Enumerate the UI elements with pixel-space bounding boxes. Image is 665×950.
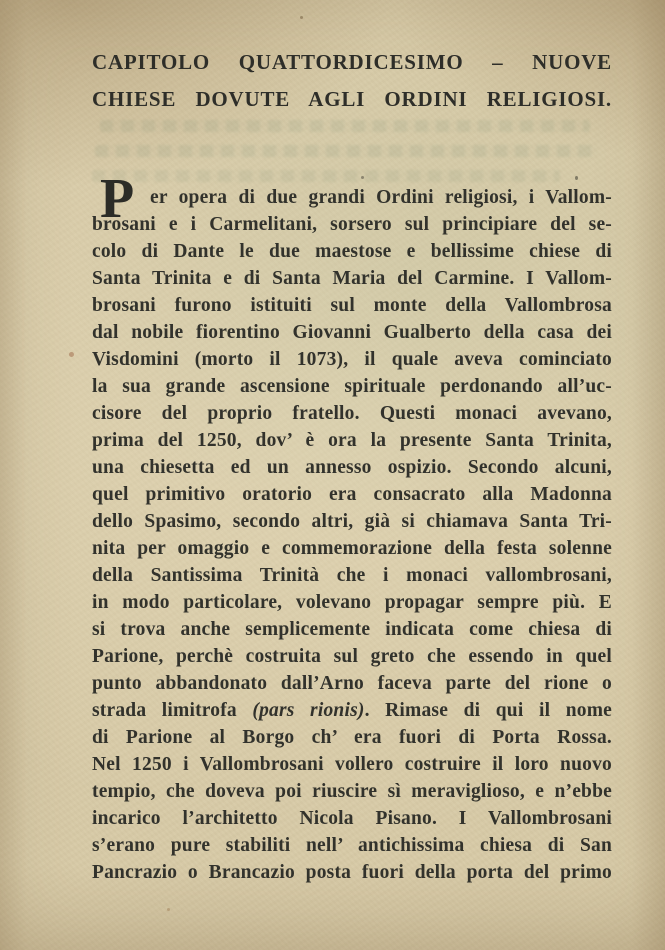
ink-speck (300, 16, 303, 19)
body-line-text: strada limitrofa (92, 700, 253, 721)
body-line: in modo particolare, volevano propagar sempre più. E (92, 592, 612, 613)
body-line: la sua grande ascensione spirituale perdonando all’uc- (92, 376, 612, 397)
chapter-heading-line-1: CAPITOLO QUATTORDICESIMO – NUOVE (92, 50, 612, 74)
body-line: si trova anche semplicemente indicata come chiesa di (92, 619, 612, 640)
body-line: Nel 1250 i Vallombrosani vollero costruire il loro nuovo (92, 754, 612, 775)
body-line: della Santissima Trinità che i monaci vallombrosani, (92, 565, 612, 586)
body-line: colo di Dante le due maestose e bellissime chiese di (92, 241, 612, 262)
body-line: s’erano pure stabiliti nell’ antichissima chiesa di San (92, 835, 612, 856)
body-line-text: er opera di due grandi Ordini religiosi, i Vallom- (150, 187, 612, 208)
body-line: dello Spasimo, secondo altri, già si chiamava Santa Tri- (92, 511, 612, 532)
chapter-heading (92, 44, 612, 118)
body-line: cisore del proprio fratello. Questi monaci avevano, (92, 403, 612, 424)
body-line: quel primitivo oratorio era consacrato alla Madonna (92, 484, 612, 505)
body-line: Parione, perchè costruita sul greto che essendo in quel (92, 646, 612, 667)
body-line: Visdomini (morto il 1073), il quale aveva cominciato (92, 349, 612, 370)
bleedthrough-line (95, 145, 597, 157)
body-line: una chiesetta ed un annesso ospizio. Secondo alcuni, (92, 457, 612, 478)
ink-speck (575, 176, 578, 180)
ink-speck (167, 908, 170, 911)
body-line: di Parione al Borgo ch’ era fuori di Porta Rossa. (92, 727, 612, 748)
latin-phrase-italic: (pars rionis) (252, 700, 365, 721)
body-line: nita per omaggio e commemorazione della festa solenne (92, 538, 612, 559)
body-line: Santa Trinita e di Santa Maria del Carmine. I Vallom- (92, 268, 612, 289)
body-line: brosani e i Carmelitani, sorsero sul principiare del se- (92, 214, 612, 235)
ink-speck (361, 176, 364, 179)
body-line: tempio, che doveva poi riuscire sì meraviglioso, e n’ebbe (92, 781, 612, 802)
bleedthrough-line (100, 120, 590, 132)
body-line: Pancrazio o Brancazio posta fuori della porta del primo (92, 862, 612, 883)
body-line-with-italic (92, 697, 612, 724)
dropcap-initial: P (100, 168, 135, 230)
body-line: punto abbandonato dall’Arno faceva parte del rione o (92, 673, 612, 694)
body-line: brosani furono istituiti sul monte della Vallombrosa (92, 295, 612, 316)
body-line-text: . Rimase di qui il nome (364, 700, 612, 721)
body-line: dal nobile fiorentino Giovanni Gualberto della casa dei (92, 322, 612, 343)
bleedthrough-line (92, 170, 560, 182)
ink-speck (69, 352, 74, 357)
chapter-heading-line-2: CHIESE DOVUTE AGLI ORDINI RELIGIOSI. (92, 87, 612, 111)
body-line: prima del 1250, dov’ è ora la presente Santa Trinita, (92, 430, 612, 451)
body-line: incarico l’architetto Nicola Pisano. I Vallombrosani (92, 808, 612, 829)
body-paragraph (92, 168, 612, 886)
